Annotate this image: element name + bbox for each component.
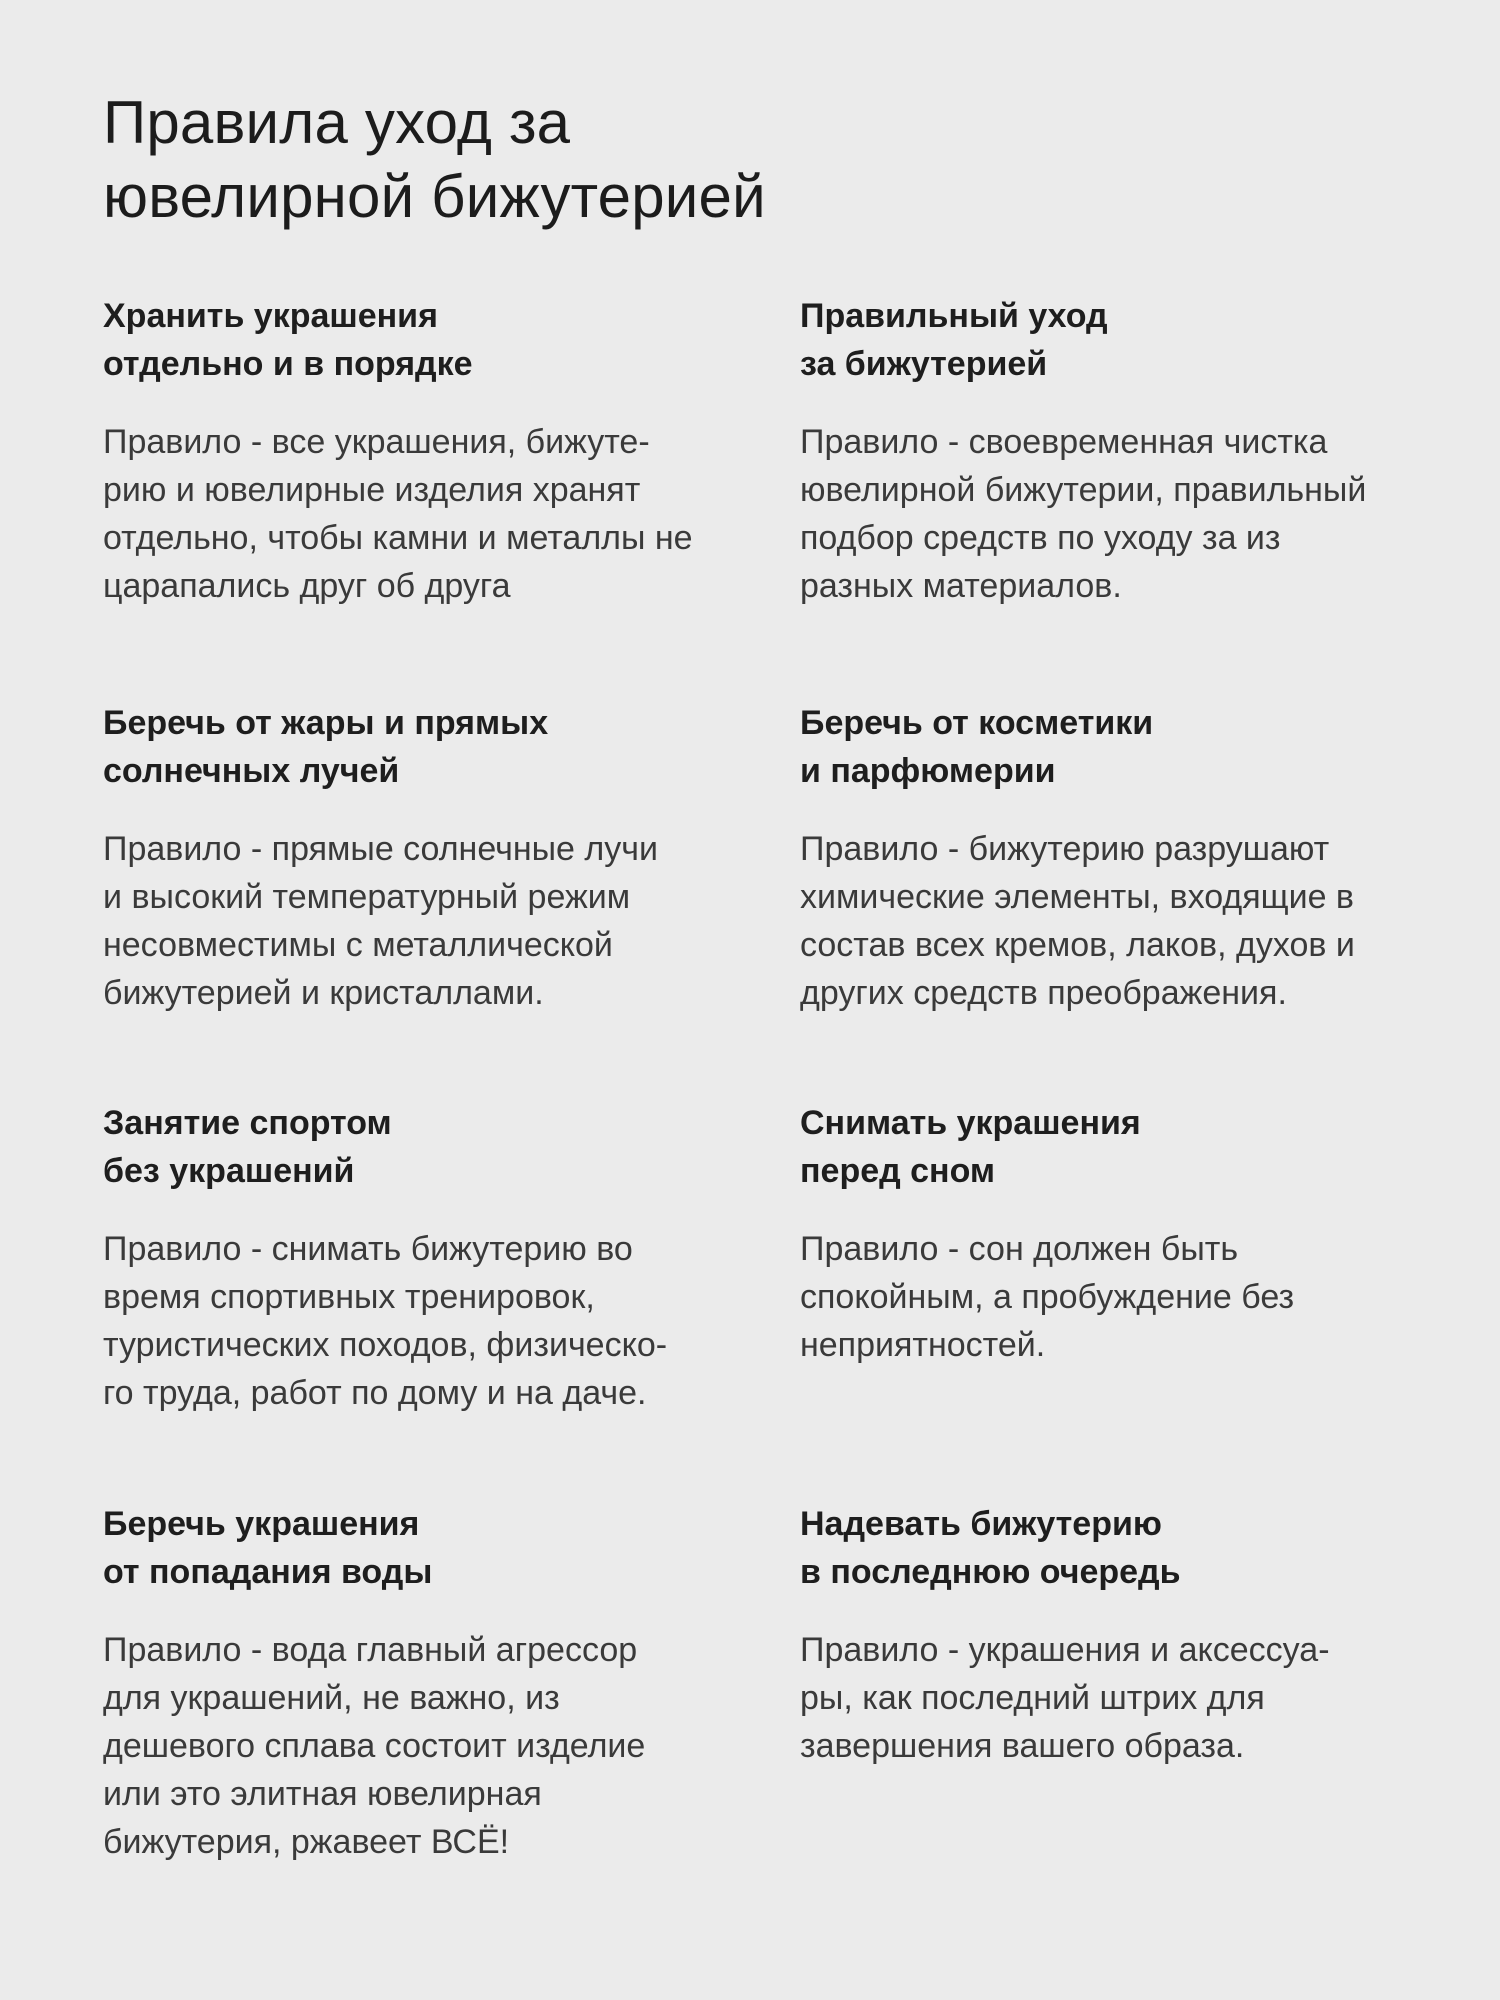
page-title: Правила уход за ювелирной бижутерией: [103, 89, 766, 230]
rule-text: Правило - своевременная чистка ювелирной бижутерии, правильный подбор средств по уходу за из разных материалов.: [800, 423, 1367, 605]
rule-text: Правило - все украшения, бижуте- рию и ювелирные изделия хранят отдельно, чтобы камни и металлы не царапались друг об друга: [103, 423, 693, 605]
rule-cosmetics: [800, 699, 1400, 1017]
rule-heading: Беречь украшения от попадания воды: [103, 1505, 433, 1591]
rule-text: Правило - прямые солнечные лучи и высокий температурный режим несовместимы с металлической бижутерией и кристаллами.: [103, 830, 658, 1012]
rule-heading: Занятие спортом без украшений: [103, 1104, 392, 1190]
rule-heading: Снимать украшения перед сном: [800, 1104, 1141, 1190]
rule-heading: Правильный уход за бижутерией: [800, 297, 1108, 383]
rule-text: Правило - снимать бижутерию во время спортивных тренировок, туристических походов, физическо- го труда, работ по дому и на даче.: [103, 1230, 668, 1412]
rule-text: Правило - вода главный агрессор для украшений, не важно, из дешевого сплава состоит изделие или это элитная ювелирная бижутерия, ржавеет ВСЁ!: [103, 1631, 646, 1861]
rule-store-separately: [103, 292, 703, 610]
rule-heading: Надевать бижутерию в последнюю очередь: [800, 1505, 1181, 1591]
rule-text: Правило - украшения и аксессуа- ры, как последний штрих для завершения вашего образа.: [800, 1631, 1330, 1765]
rule-heat-sun: [103, 699, 703, 1017]
rule-heading: Хранить украшения отдельно и в порядке: [103, 297, 473, 383]
rule-sport: [103, 1099, 703, 1417]
rule-sleep: [800, 1099, 1400, 1369]
rule-text: Правило - сон должен быть спокойным, а пробуждение без неприятностей.: [800, 1230, 1295, 1364]
rule-heading: Беречь от косметики и парфюмерии: [800, 704, 1154, 790]
rule-proper-care: [800, 292, 1400, 610]
rule-water: [103, 1500, 703, 1866]
rule-heading: Беречь от жары и прямых солнечных лучей: [103, 704, 549, 790]
rule-text: Правило - бижутерию разрушают химические элементы, входящие в состав всех кремов, лаков, духов и других средств преображения.: [800, 830, 1355, 1012]
rule-wear-last: [800, 1500, 1400, 1770]
